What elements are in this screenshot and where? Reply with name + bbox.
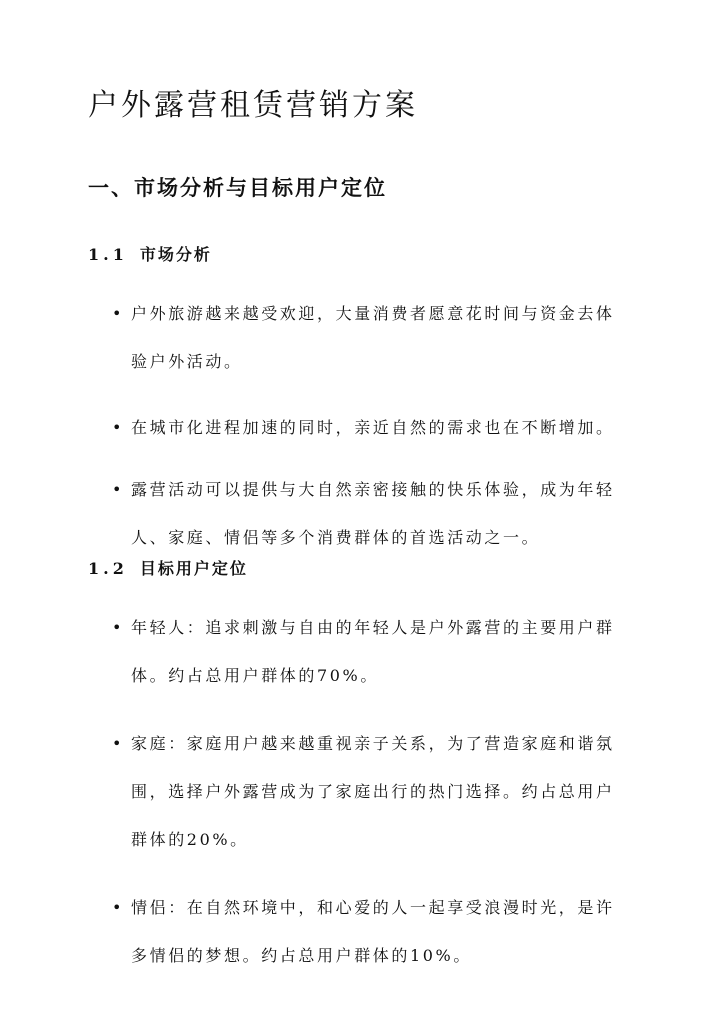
list-item — [0, 290, 615, 386]
bullet-icon: • — [112, 418, 122, 437]
target-users-list — [0, 604, 615, 980]
bullet-icon: • — [112, 304, 122, 323]
list-item-text: 年轻人：追求刺激与自由的年轻人是户外露营的主要用户群体。约占总用户群体的70%。 — [131, 618, 615, 685]
list-item — [0, 604, 615, 700]
bullet-icon: • — [112, 480, 122, 499]
list-item-text: 户外旅游越来越受欢迎，大量消费者愿意花时间与资金去体验户外活动。 — [131, 304, 615, 371]
section-heading: 一、市场分析与目标用户定位 — [88, 175, 387, 200]
list-item — [0, 884, 615, 980]
subsection-number: 1.1 — [88, 245, 128, 264]
bullet-icon: • — [112, 898, 122, 917]
list-item — [0, 720, 615, 864]
list-item-text: 家庭：家庭用户越来越重视亲子关系，为了营造家庭和谐氛围，选择户外露营成为了家庭出行的热门选择。约占总用户群体的20%。 — [131, 734, 615, 849]
subsection-title: 市场分析 — [139, 245, 212, 264]
bullet-icon: • — [112, 618, 122, 637]
list-item — [0, 466, 615, 562]
market-analysis-list — [0, 290, 615, 562]
list-item — [0, 404, 615, 452]
list-item-text: 在城市化进程加速的同时，亲近自然的需求也在不断增加。 — [131, 418, 615, 437]
list-item-text: 情侣：在自然环境中，和心爱的人一起享受浪漫时光，是许多情侣的梦想。约占总用户群体的10%。 — [131, 898, 615, 965]
subsection-number: 1.2 — [88, 559, 128, 578]
subsection-title: 目标用户定位 — [139, 559, 248, 578]
bullet-icon: • — [112, 734, 122, 753]
subsection-heading-1-2 — [88, 557, 248, 581]
subsection-heading-1-1 — [88, 243, 212, 267]
document-title: 户外露营租赁营销方案 — [88, 88, 418, 123]
list-item-text: 露营活动可以提供与大自然亲密接触的快乐体验，成为年轻人、家庭、情侣等多个消费群体的首选活动之一。 — [131, 480, 615, 547]
